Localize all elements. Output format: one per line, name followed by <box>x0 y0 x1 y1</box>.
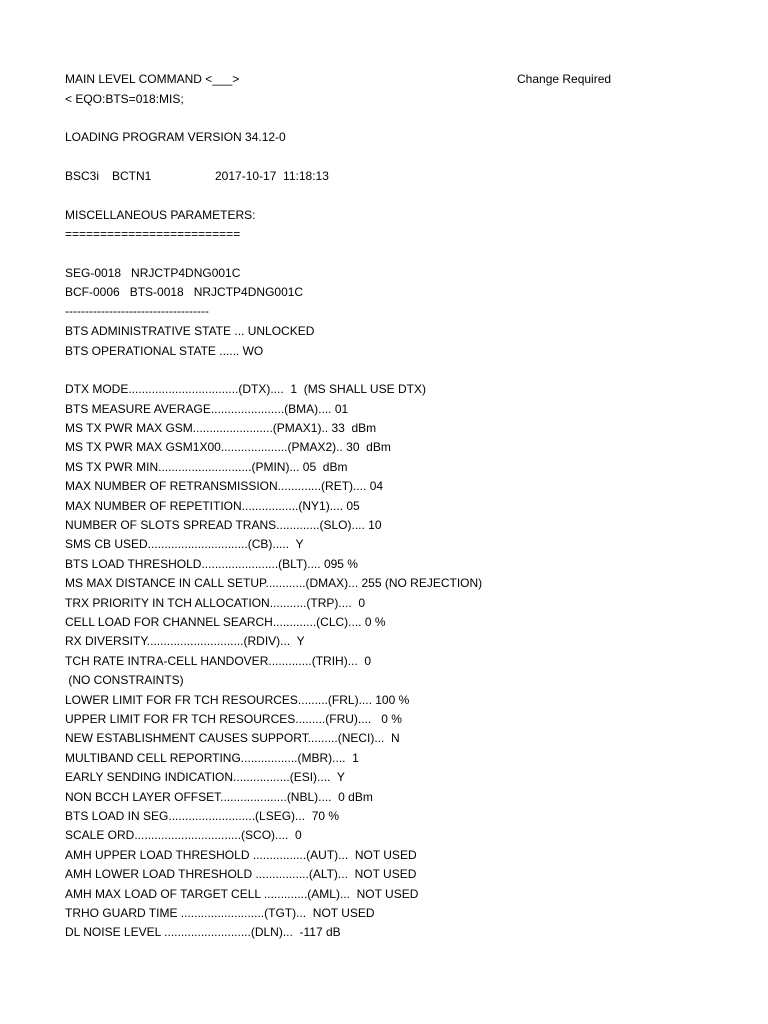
param-bma: BTS MEASURE AVERAGE......................(BMA).... 01 <box>65 402 349 416</box>
admin-state: BTS ADMINISTRATIVE STATE ... UNLOCKED <box>65 324 315 338</box>
param-pmin: MS TX PWR MIN............................(PMIN)... 05 dBm <box>65 460 348 474</box>
section-title: MISCELLANEOUS PARAMETERS: <box>65 208 256 222</box>
param-dln: DL NOISE LEVEL ..........................(DLN)... -117 dB <box>65 925 341 939</box>
param-neci: NEW ESTABLISHMENT CAUSES SUPPORT.........(NECI)... N <box>65 731 400 745</box>
param-trp: TRX PRIORITY IN TCH ALLOCATION...........(TRP).... 0 <box>65 596 366 610</box>
operational-state: BTS OPERATIONAL STATE ...... WO <box>65 344 264 358</box>
param-fru: UPPER LIMIT FOR FR TCH RESOURCES.........(FRU).... 0 % <box>65 712 402 726</box>
param-mbr: MULTIBAND CELL REPORTING.................(MBR).... 1 <box>65 751 359 765</box>
system-bsc: BSC3i <box>65 169 100 183</box>
param-blt: BTS LOAD THRESHOLD.......................(BLT).... 095 % <box>65 557 358 571</box>
change-required-note: Change Required <box>517 72 612 86</box>
param-aml: AMH MAX LOAD OF TARGET CELL .............(AML)... NOT USED <box>65 887 419 901</box>
seg-line: SEG-0018 NRJCTP4DNG001C <box>65 266 241 280</box>
main-level-command: MAIN LEVEL COMMAND <___> <box>65 72 240 86</box>
system-datetime: 2017-10-17 11:18:13 <box>215 169 329 183</box>
dash-divider: ------------------------------------ <box>65 304 209 318</box>
loading-program-version: LOADING PROGRAM VERSION 34.12-0 <box>65 130 286 144</box>
param-alt: AMH LOWER LOAD THRESHOLD ................(ALT)... NOT USED <box>65 867 417 881</box>
param-dtx: DTX MODE.................................(DTX).... 1 (MS SHALL USE DTX) <box>65 382 426 396</box>
command-line: < EQO:BTS=018:MIS; <box>65 92 184 106</box>
bcf-line: BCF-0006 BTS-0018 NRJCTP4DNG001C <box>65 285 304 299</box>
param-dmax: MS MAX DISTANCE IN CALL SETUP............(DMAX)... 255 (NO REJECTION) <box>65 576 483 590</box>
system-name: BCTN1 <box>112 169 152 183</box>
param-aut: AMH UPPER LOAD THRESHOLD ................(AUT)... NOT USED <box>65 848 417 862</box>
section-underline: ========================= <box>65 227 241 241</box>
param-lseg: BTS LOAD IN SEG..........................(LSEG)... 70 % <box>65 809 340 823</box>
param-slo: NUMBER OF SLOTS SPREAD TRANS.............(SLO).... 10 <box>65 518 382 532</box>
param-pmax1: MS TX PWR MAX GSM........................(PMAX1).. 33 dBm <box>65 421 377 435</box>
param-rdiv: RX DIVERSITY.............................(RDIV)... Y <box>65 634 305 648</box>
param-pmax2: MS TX PWR MAX GSM1X00....................(PMAX2).. 30 dBm <box>65 440 391 454</box>
param-trih-note: (NO CONSTRAINTS) <box>65 673 184 687</box>
param-frl: LOWER LIMIT FOR FR TCH RESOURCES.........(FRL).... 100 % <box>65 693 410 707</box>
param-ret: MAX NUMBER OF RETRANSMISSION.............(RET).... 04 <box>65 479 384 493</box>
param-esi: EARLY SENDING INDICATION.................(ESI).... Y <box>65 770 345 784</box>
param-sco: SCALE ORD................................(SCO).... 0 <box>65 828 302 842</box>
param-ny1: MAX NUMBER OF REPETITION.................(NY1).... 05 <box>65 499 360 513</box>
param-clc: CELL LOAD FOR CHANNEL SEARCH.............(CLC).... 0 % <box>65 615 386 629</box>
param-nbl: NON BCCH LAYER OFFSET....................(NBL).... 0 dBm <box>65 790 373 804</box>
param-tgt: TRHO GUARD TIME .........................(TGT)... NOT USED <box>65 906 375 920</box>
param-trih: TCH RATE INTRA-CELL HANDOVER.............(TRIH)... 0 <box>65 654 372 668</box>
param-cb: SMS CB USED..............................(CB)..... Y <box>65 537 304 551</box>
